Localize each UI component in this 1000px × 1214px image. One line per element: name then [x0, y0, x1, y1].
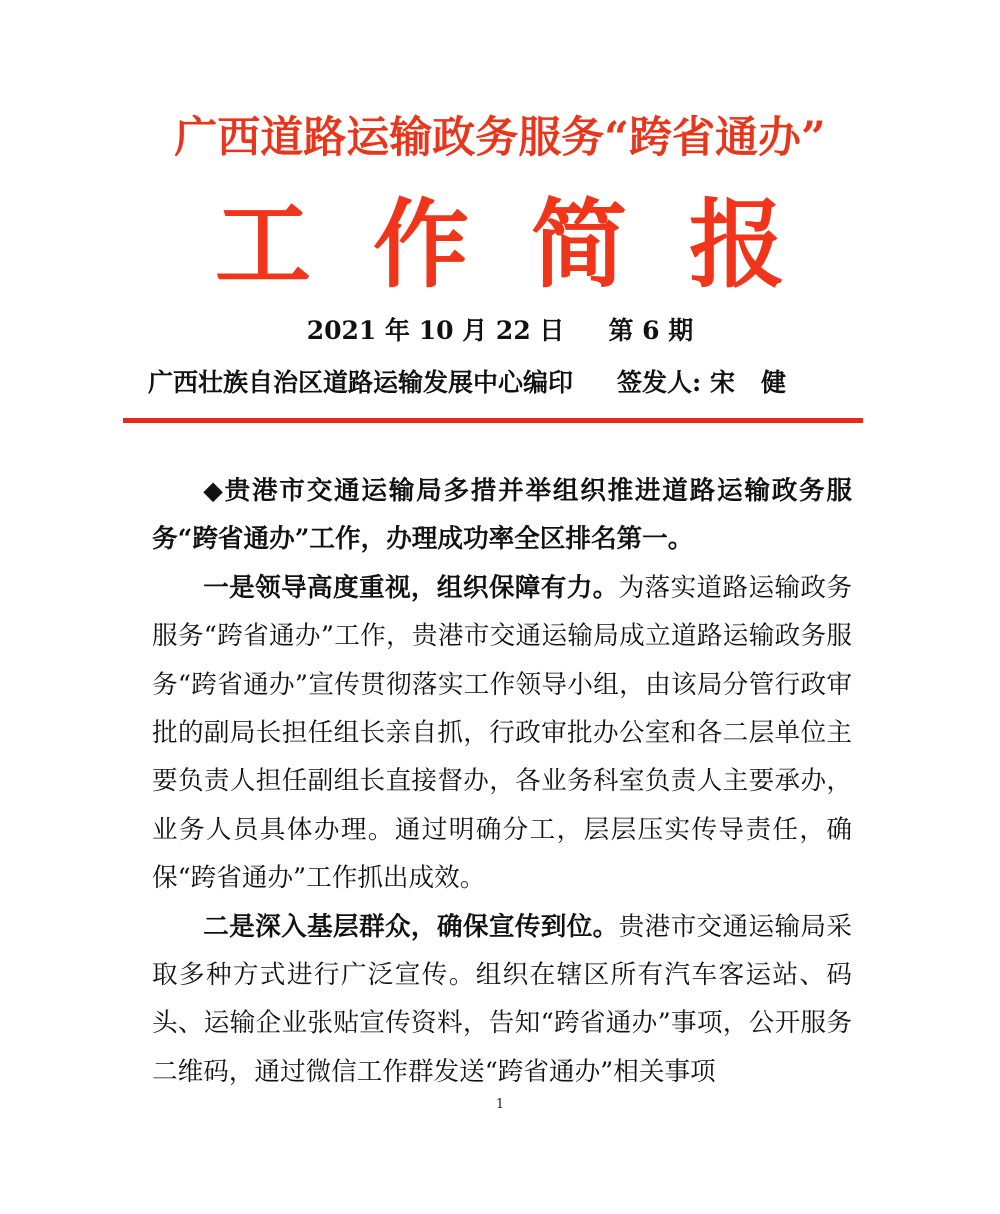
body-paragraph-2 [152, 903, 852, 1097]
issue-date: 2021 年 10 月 22 日 [306, 316, 565, 345]
signer-label: 签发人: [617, 368, 702, 397]
page-number: 1 [495, 1097, 505, 1112]
paragraph-1-lead: 一是领导高度重视，组织保障有力。 [203, 572, 619, 603]
document-body [152, 467, 852, 1096]
issue-number: 第 6 期 [608, 316, 694, 345]
body-paragraph-1 [152, 564, 852, 903]
issue-line [0, 312, 1000, 350]
news-headline: ◆贵港市交通运输局多措并举组织推进道路运输政务服务“跨省通办”工作，办理成功率全区排名第一。 [152, 476, 852, 555]
bulletin-main-title: 工作简报 [215, 188, 847, 301]
paragraph-2-text: 贵港市交通运输局采取多种方式进行广泛宣传。组织在辖区所有汽车客运站、码头、运输企业张贴宣传资料，告知“跨省通办”事项，公开服务二维码，通过微信工作群发送“跨省通办”相关事项 [152, 911, 852, 1087]
publisher-name: 广西壮族自治区道路运输发展中心编印 [148, 368, 574, 397]
signer-name: 宋健 [709, 368, 812, 397]
bulletin-header-title: 广西道路运输政务服务“跨省通办” [174, 113, 826, 163]
paragraph-2-lead: 二是深入基层群众，确保宣传到位。 [203, 911, 619, 942]
header-divider [123, 418, 863, 423]
publisher-line [148, 363, 848, 403]
paragraph-1-text: 为落实道路运输政务服务“跨省通办”工作，贵港市交通运输局成立道路运输政务服务“跨省通办”宣传贯彻落实工作领导小组，由该局分管行政审批的副局长担任组长亲自抓，行政审批办公室和各二层单位主要负责人担任副组长直接督办，各业务科室负责人主要承办，业务人员具体办理。通过明确分工，层层压实传导责任，确保“跨省通办”工作抓出成效。 [152, 572, 852, 894]
